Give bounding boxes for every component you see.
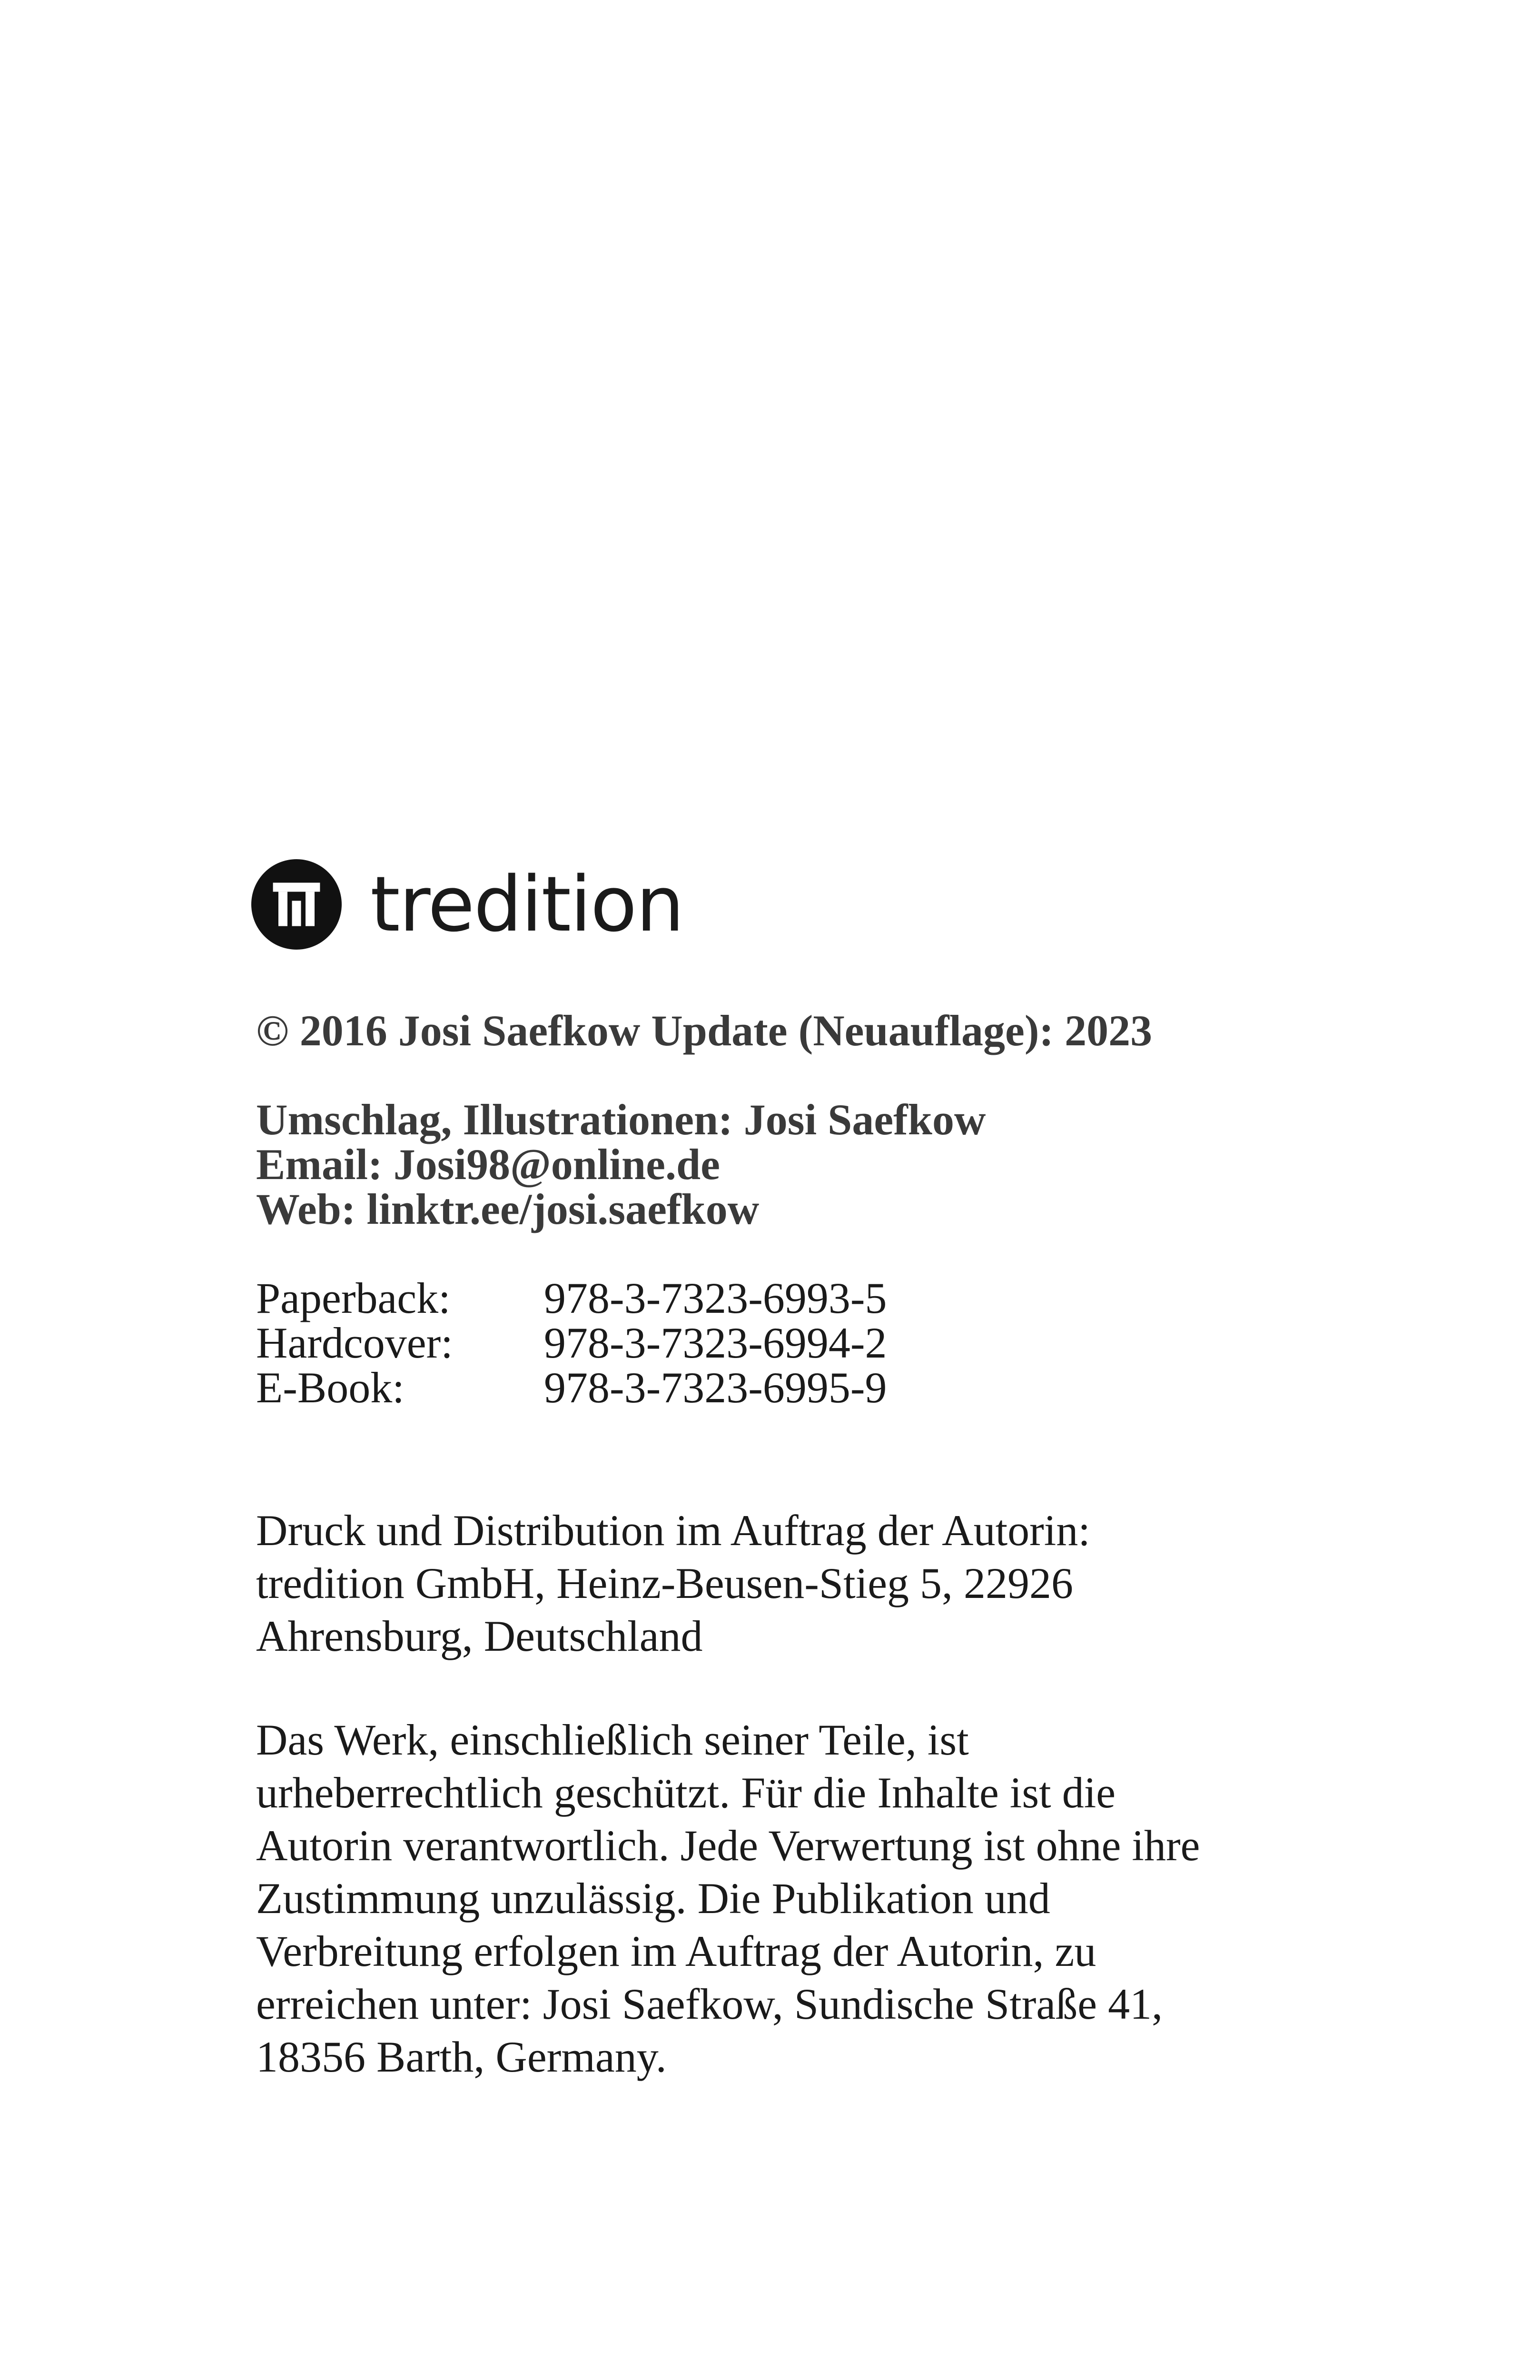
- isbn-label: Hardcover:: [256, 1319, 453, 1367]
- isbn-row-paperback: [256, 1276, 1398, 1320]
- isbn-block: [256, 1276, 1398, 1410]
- publisher-logo: [251, 857, 683, 952]
- legal-line: Das Werk, einschließlich seiner Teile, ist: [256, 1716, 969, 1764]
- printer-line: tredition GmbH, Heinz-Beusen-Stieg 5, 22926: [256, 1559, 1074, 1607]
- credits-block: [256, 1097, 1398, 1231]
- legal-line: Zustimmung unzulässig. Die Publikation und: [256, 1874, 1050, 1923]
- copyright-line: © 2016 Josi Saefkow Update (Neuauflage): 2023: [256, 1006, 1153, 1055]
- legal-line: urheberrechtlich geschützt. Für die Inhalte ist die: [256, 1768, 1116, 1817]
- isbn-value: 978-3-7323-6994-2: [544, 1319, 887, 1367]
- tredition-logo-icon: [251, 859, 342, 950]
- publisher-wordmark: tredition: [370, 860, 683, 949]
- isbn-row-ebook: [256, 1365, 1398, 1410]
- printer-line: Ahrensburg, Deutschland: [256, 1612, 703, 1660]
- isbn-value: 978-3-7323-6993-5: [544, 1274, 887, 1322]
- isbn-label: Paperback:: [256, 1274, 451, 1322]
- legal-notice: [256, 1714, 1398, 2083]
- credit-web: Web: linktr.ee/josi.saefkow: [256, 1185, 760, 1233]
- isbn-label: E-Book:: [256, 1363, 405, 1412]
- printer-line: Druck und Distribution im Auftrag der Autorin:: [256, 1506, 1090, 1555]
- legal-line: erreichen unter: Josi Saefkow, Sundische Straße 41,: [256, 1980, 1163, 2028]
- legal-line: Verbreitung erfolgen im Auftrag der Autorin, zu: [256, 1927, 1096, 1975]
- printer-block: [256, 1504, 1398, 1663]
- credit-email: Email: Josi98@online.de: [256, 1140, 720, 1189]
- credit-cover-illustrations: Umschlag, Illustrationen: Josi Saefkow: [256, 1095, 986, 1144]
- legal-line: 18356 Barth, Germany.: [256, 2033, 667, 2081]
- legal-line: Autorin verantwortlich. Jede Verwertung ist ohne ihre: [256, 1821, 1200, 1870]
- isbn-value: 978-3-7323-6995-9: [544, 1363, 887, 1412]
- isbn-row-hardcover: [256, 1320, 1398, 1365]
